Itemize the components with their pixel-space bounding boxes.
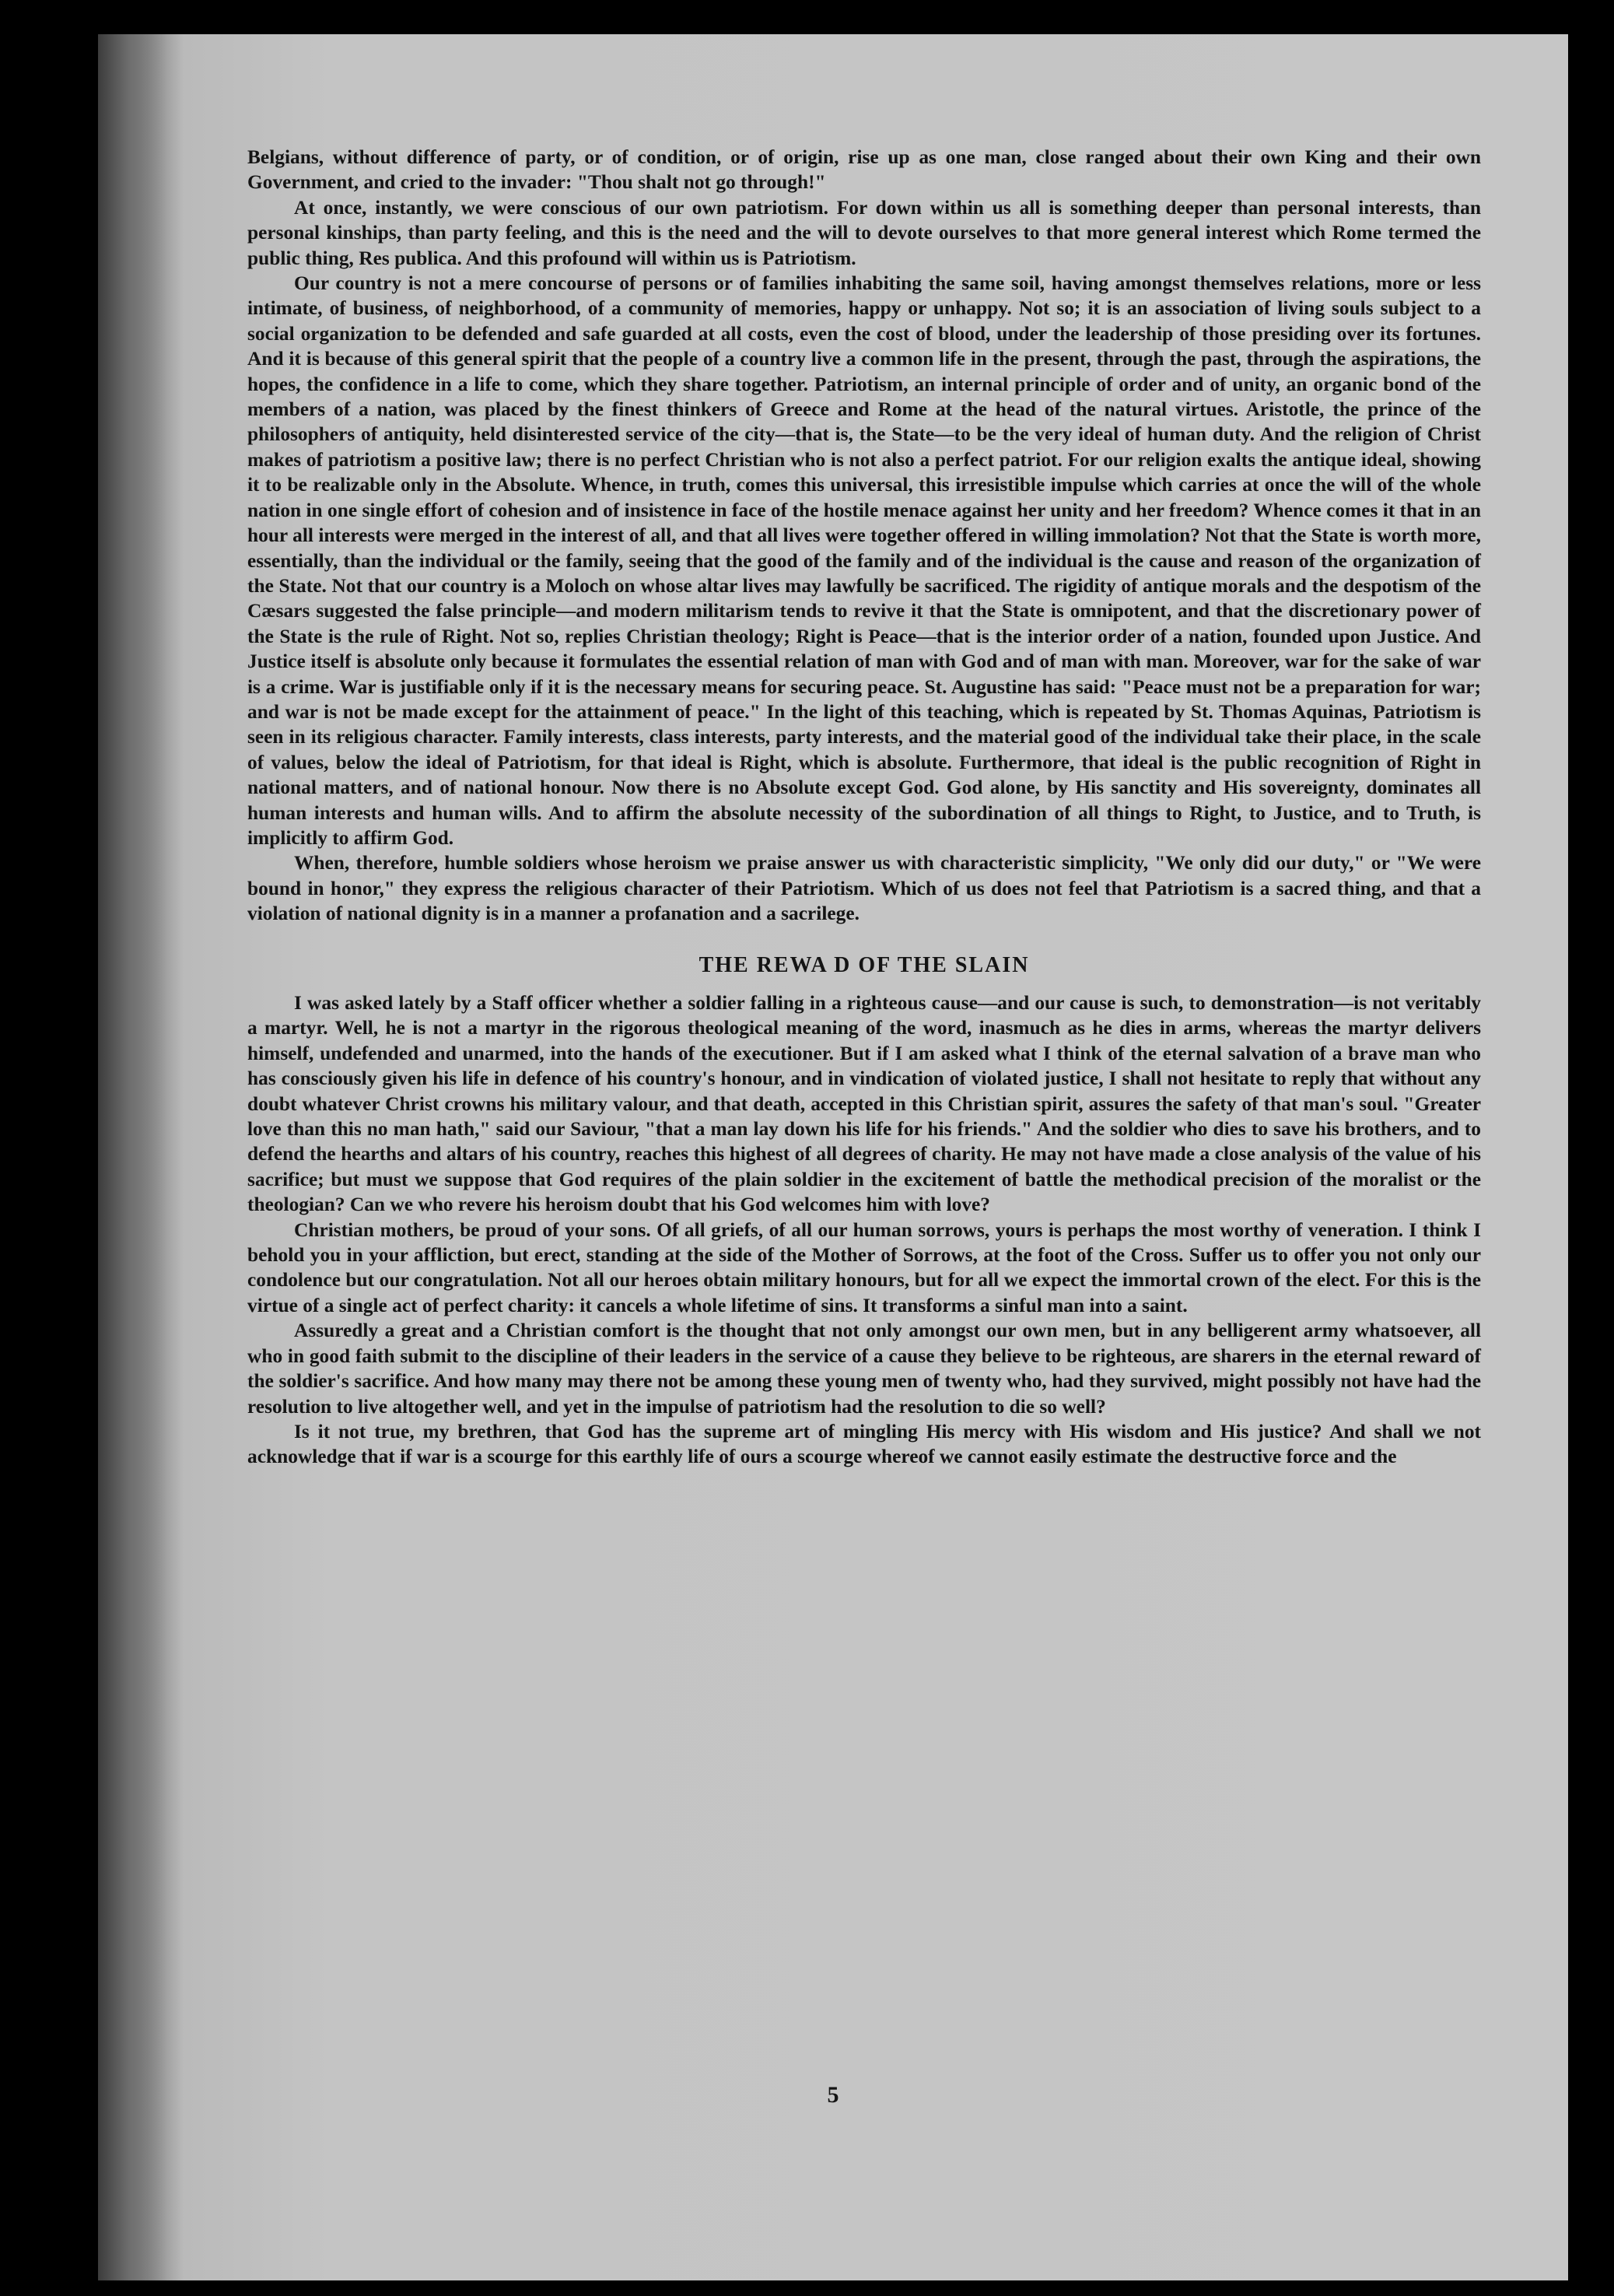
paragraph: Is it not true, my brethren, that God has the supreme art of mingling His mercy with His wisdom and His justice? And shall we not acknowledge that if war is a scourge for this earthly life of ours a scourge whereof we cannot easily estimate the destructive force and the	[247, 1420, 1481, 1468]
paragraph: Our country is not a mere concourse of persons or of families inhabiting the same soil, having amongst themselves relations, more or less intimate, of business, of neighborhood, of a community of memories, happy or unhappy. Not so; it is an association of living souls subject to a social organization to be defended and safe guarded at all costs, even the cost of blood, under the leadership of those presiding over its fortunes. And it is because of this general spirit that the people of a country live a common life in the present, through the past, through the aspirations, the hopes, the confidence in a life to come, which they share together. Patriotism, an internal principle of order and of unity, an organic bond of the members of a nation, was placed by the finest thinkers of Greece and Rome at the head of the natural virtues. Aristotle, the prince of the philosophers of antiquity, held disinterested service of the city—that is, the State—to be the very ideal of human duty. And the religion of Christ makes of patriotism a positive law; there is no perfect Christian who is not also a perfect patriot. For our religion exalts the antique ideal, showing it to be realizable only in the Absolute. Whence, in truth, comes this universal, this irresistible impulse which carries at once the will of the whole nation in one single effort of cohesion and of insistence in face of the hostile menace against her unity and her freedom? Whence comes it that in an hour all interests were merged in the interest of all, and that all lives were together offered in willing immolation? Not that the State is worth more, essentially, than the individual or the family, seeing that the good of the family and of the individual is the cause and reason of the organization of the State. Not that our country is a Moloch on whose altar lives may lawfully be sacrificed. The rigidity of antique morals and the despotism of the Cæsars suggested the false principle—and modern militarism tends to revive it that the State is omnipotent, and that the discretionary power of the State is the rule of Right. Not so, replies Christian theology; Right is Peace—that is the interior order of a nation, founded upon Justice. And Justice itself is absolute only because it formulates the essential relation of man with God and of man with man. Moreover, war for the sake of war is a crime. War is justifiable only if it is the necessary means for securing peace. St. Augustine has said: "Peace must not be a preparation for war; and war is not be made except for the attainment of peace." In the light of this teaching, which is repeated by St. Thomas Aquinas, Patriotism is seen in its religious character. Family interests, class interests, party interests, and the material good of the individual take their place, in the scale of values, below the ideal of Patriotism, for that ideal is Right, which is absolute. Furthermore, that ideal is the public recognition of Right in national matters, and of national honour. Now there is no Absolute except God. God alone, by His sanctity and His sovereignty, dominates all human interests and human wills. And to affirm the absolute necessity of the subordination of all things to Right, to Justice, and to Truth, is implicitly to affirm God.	[247, 272, 1481, 849]
book-page	[98, 34, 1568, 2280]
paragraph: I was asked lately by a Staff officer whether a soldier falling in a righteous cause—and our cause is such, to demonstration—is not veritably a martyr. Well, he is not a martyr in the rigorous theological meaning of the word, inasmuch as he dies in arms, whereas the martyr delivers himself, undefended and unarmed, into the hands of the executioner. But if I am asked what I think of the eternal salvation of a brave man who has consciously given his life in defence of his country's honour, and in vindication of violated justice, I shall not hesitate to reply that without any doubt whatever Christ crowns his military valour, and that death, accepted in this Christian spirit, assures the safety of that man's soul. "Greater love than this no man hath," said our Saviour, "that a man lay down his life for his friends." And the soldier who dies to save his brothers, and to defend the hearths and altars of his country, reaches this highest of all degrees of charity. He may not have made a close analysis of the value of his sacrifice; but must we suppose that God requires of the plain soldier in the excitement of battle the methodical precision of the moralist or the theologian? Can we who revere his heroism doubt that his God welcomes him with love?	[247, 992, 1481, 1216]
paragraph: At once, instantly, we were conscious of our own patriotism. For down within us all is something deeper than personal interests, than personal kinships, than party feeling, and this is the need and the will to devote ourselves to that more general interest which Rome termed the public thing, Res publica. And this profound will within us is Patriotism.	[247, 196, 1481, 269]
page-number: 5	[827, 2082, 839, 2108]
page-body-text	[247, 145, 1481, 1470]
paragraph: Belgians, without difference of party, or of condition, or of origin, rise up as one man, close ranged about their own King and their own Government, and cried to the invader: "Thou shalt not go through!"	[247, 146, 1481, 194]
paragraph: Christian mothers, be proud of your sons. Of all griefs, of all our human sorrows, yours is perhaps the most worthy of veneration. I think I behold you in your affliction, but erect, standing at the side of the Mother of Sorrows, at the foot of the Cross. Suffer us to offer you not only our condolence but our congratulation. Not all our heroes obtain military honours, but for all we expect the immortal crown of the elect. For this is the virtue of a single act of perfect charity: it cancels a whole lifetime of sins. It transforms a sinful man into a saint.	[247, 1218, 1481, 1316]
book-spine-shadow	[98, 34, 184, 2280]
section-heading: THE REWA D OF THE SLAIN	[698, 952, 1030, 977]
paragraph: When, therefore, humble soldiers whose heroism we praise answer us with characteristic simplicity, "We only did our duty," or "We were bound in honor," they express the religious character of their Patriotism. Which of us does not feel that Patriotism is a sacred thing, and that a violation of national dignity is in a manner a profanation and a sacrilege.	[247, 852, 1481, 925]
paragraph: Assuredly a great and a Christian comfort is the thought that not only amongst our own men, but in any belligerent army whatsoever, all who in good faith submit to the discipline of their leaders in the service of a cause they believe to be righteous, are sharers in the eternal reward of the soldier's sacrifice. And how many may there not be among these young men of twenty who, had they survived, might possibly not have had the resolution to live altogether well, and yet in the impulse of patriotism had the resolution to die so well?	[247, 1320, 1481, 1418]
